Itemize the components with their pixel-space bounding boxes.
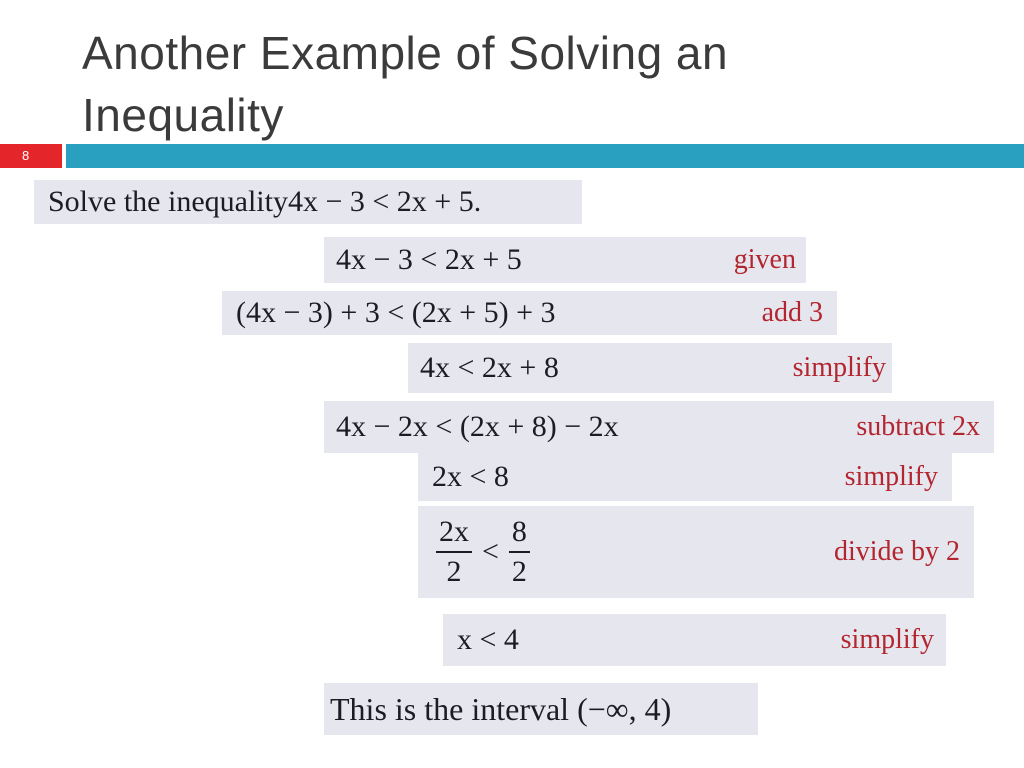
right-fraction — [509, 513, 530, 591]
step-expression: 4x < 2x + 8 — [420, 351, 559, 384]
fraction-relation: < — [482, 535, 499, 568]
right-fraction-numerator: 8 — [509, 513, 530, 553]
problem-statement — [34, 180, 582, 224]
slide-title — [82, 22, 1002, 146]
step-divide-by-2 — [418, 506, 974, 598]
slide-title-line-1: Another Example of Solving an — [82, 27, 729, 79]
step-note: divide by 2 — [834, 536, 960, 567]
step-note: given — [733, 244, 796, 275]
right-fraction-denominator: 2 — [511, 555, 527, 588]
left-fraction-denominator: 2 — [446, 555, 462, 588]
step-expression: (4x − 3) + 3 < (2x + 5) + 3 — [236, 296, 556, 329]
title-underline-bar — [66, 144, 1024, 168]
step-simplify-3 — [443, 614, 946, 666]
step-note: simplify — [840, 624, 934, 655]
step-expression: 4x − 3 < 2x + 5 — [336, 243, 522, 276]
left-fraction — [436, 513, 472, 591]
step-subtract-2x — [324, 401, 994, 453]
slide-number: 8 — [22, 148, 30, 163]
step-note: simplify — [792, 352, 886, 383]
step-simplify-1 — [408, 343, 892, 393]
step-add-3 — [222, 291, 837, 335]
step-simplify-2 — [418, 453, 952, 501]
step-expression: x < 4 — [457, 623, 519, 656]
left-fraction-numerator: 2x — [436, 513, 472, 553]
step-note: add 3 — [761, 297, 823, 328]
slide-title-line-2: Inequality — [82, 89, 284, 141]
step-expression: 4x − 2x < (2x + 8) − 2x — [336, 410, 619, 443]
step-expression: 2x < 8 — [432, 460, 509, 493]
problem-prefix: Solve the inequality — [48, 185, 288, 218]
conclusion-text: This is the interval (−∞, 4) — [330, 690, 672, 727]
conclusion — [324, 683, 758, 735]
step-given — [324, 237, 806, 283]
problem-inequality: 4x − 3 < 2x + 5. — [287, 185, 482, 218]
step-note: subtract 2x — [856, 411, 980, 442]
step-note: simplify — [844, 461, 938, 492]
